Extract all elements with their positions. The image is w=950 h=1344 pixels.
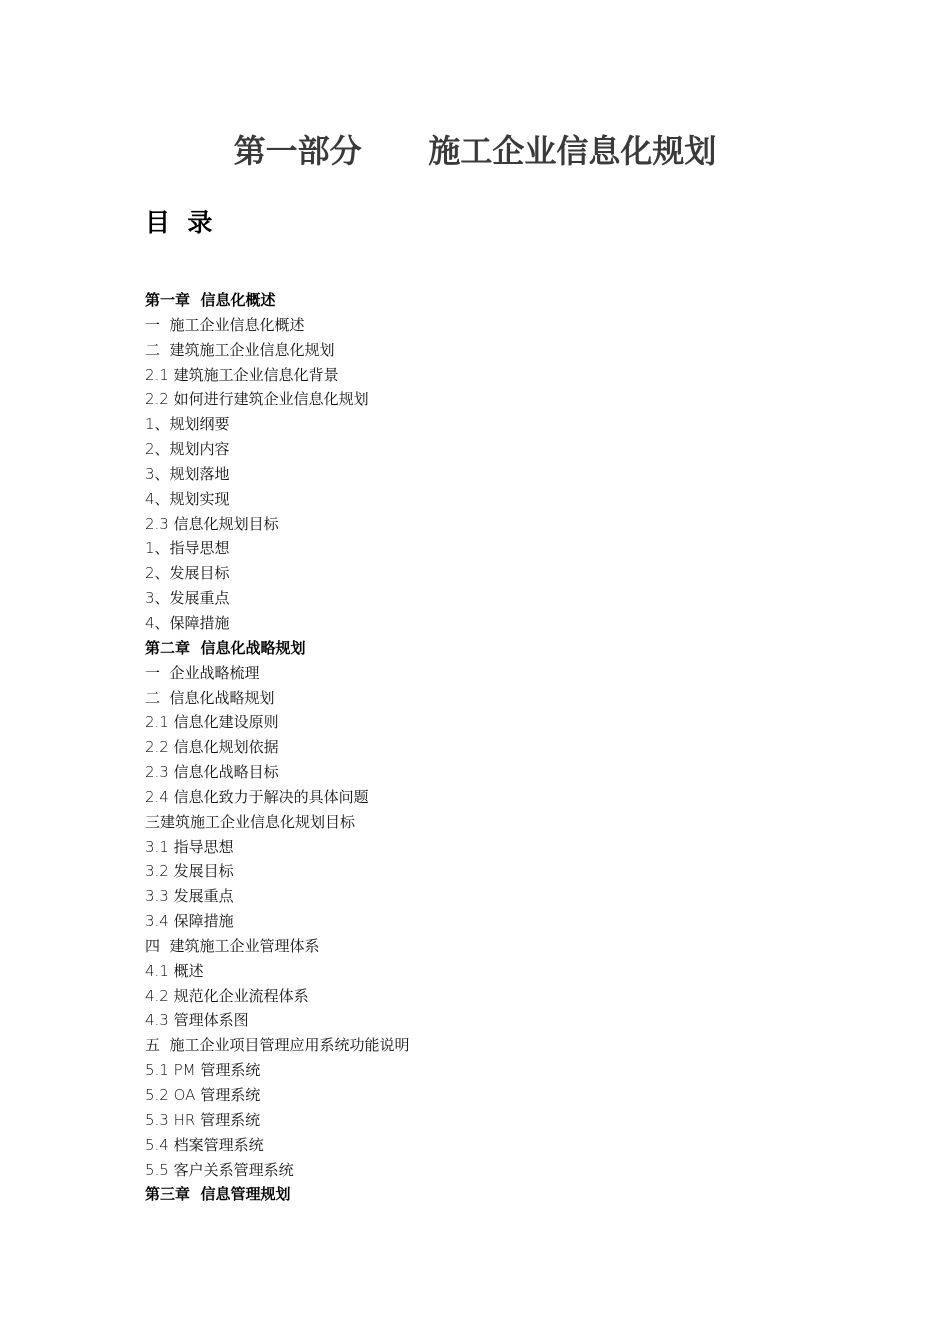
toc-entry[interactable]: 2.3 信息化规划目标	[145, 514, 279, 533]
toc-entry[interactable]: 二 信息化战略规划	[145, 688, 275, 707]
toc-entry[interactable]: 3、发展重点	[145, 589, 230, 608]
toc-entry[interactable]: 五 施工企业项目管理应用系统功能说明	[145, 1036, 410, 1055]
toc-entry[interactable]: 2.2 如何进行建筑企业信息化规划	[145, 390, 369, 409]
toc-entry[interactable]: 3、规划落地	[145, 464, 230, 483]
toc-entry[interactable]: 5.5 客户关系管理系统	[145, 1160, 294, 1179]
toc-entry[interactable]: 5.4 档案管理系统	[145, 1135, 264, 1154]
toc-entry[interactable]: 二 建筑施工企业信息化规划	[145, 340, 335, 359]
toc-entry[interactable]: 三建筑施工企业信息化规划目标	[145, 812, 356, 831]
toc-entry[interactable]: 2.3 信息化战略目标	[145, 763, 279, 782]
toc-entry[interactable]: 3.3 发展重点	[145, 887, 234, 906]
toc-entry[interactable]: 1、指导思想	[145, 539, 230, 558]
toc-entry[interactable]: 2.1 建筑施工企业信息化背景	[145, 365, 339, 384]
toc-chapter-entry[interactable]: 第三章 信息管理规划	[145, 1185, 291, 1204]
toc-entry[interactable]: 4.2 规范化企业流程体系	[145, 986, 309, 1005]
toc-entry[interactable]: 一 施工企业信息化概述	[145, 315, 305, 334]
table-of-contents	[145, 288, 825, 1207]
toc-entry[interactable]: 5.1 PM 管理系统	[145, 1061, 261, 1080]
toc-entry[interactable]: 5.3 HR 管理系统	[145, 1110, 261, 1129]
toc-entry[interactable]: 1、规划纲要	[145, 415, 230, 434]
toc-entry[interactable]: 2、规划内容	[145, 440, 230, 459]
toc-entry[interactable]: 4.1 概述	[145, 961, 204, 980]
toc-chapter-entry[interactable]: 第一章 信息化概述	[145, 291, 276, 309]
toc-heading: 目 录	[145, 208, 213, 237]
toc-entry[interactable]: 2.4 信息化致力于解决的具体问题	[145, 787, 369, 806]
toc-entry[interactable]: 四 建筑施工企业管理体系	[145, 936, 320, 955]
toc-entry[interactable]: 3.2 发展目标	[145, 862, 234, 881]
document-title: 第一部分 施工企业信息化规划	[233, 132, 717, 170]
toc-entry[interactable]: 3.4 保障措施	[145, 912, 234, 931]
toc-entry[interactable]: 5.2 OA 管理系统	[145, 1086, 261, 1104]
toc-entry[interactable]: 2.1 信息化建设原则	[145, 713, 279, 732]
toc-entry[interactable]: 3.1 指导思想	[145, 837, 234, 856]
toc-entry[interactable]: 4.3 管理体系图	[145, 1011, 249, 1030]
toc-entry[interactable]: 4、保障措施	[145, 613, 230, 632]
toc-entry[interactable]: 4、规划实现	[145, 489, 230, 508]
toc-entry[interactable]: 2、发展目标	[145, 564, 230, 583]
toc-chapter-entry[interactable]: 第二章 信息化战略规划	[145, 638, 306, 657]
toc-entry[interactable]: 2.2 信息化规划依据	[145, 738, 279, 757]
toc-entry[interactable]: 一 企业战略梳理	[145, 663, 260, 682]
